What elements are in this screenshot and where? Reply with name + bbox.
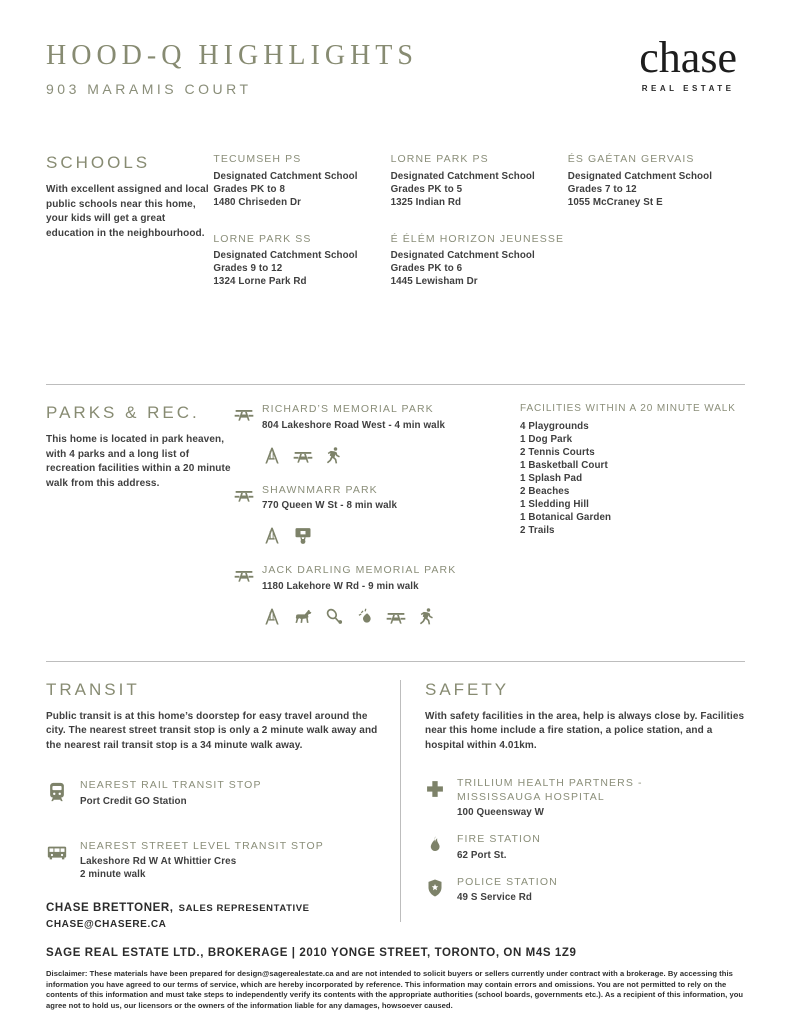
school-address: 1325 Indian Rd xyxy=(390,196,462,208)
park-marker xyxy=(232,403,262,424)
section-divider xyxy=(46,661,745,662)
park-marker xyxy=(232,564,262,585)
safety-entry-title: FIRE STATION xyxy=(457,833,541,845)
school-grades: Grades 7 to 12 xyxy=(567,183,637,195)
safety-entry-line: 62 Port St. xyxy=(457,849,507,861)
park-text xyxy=(262,564,456,593)
facility-item: 1 Sledding Hill xyxy=(520,499,589,510)
school-entry xyxy=(568,153,745,209)
transit-entries xyxy=(46,779,386,881)
school-type: Designated Catchment School xyxy=(213,170,358,182)
parks-intro-col xyxy=(46,403,232,645)
chase-logo xyxy=(639,33,737,93)
park-detail: 804 Lakeshore Road West - 4 min walk xyxy=(262,419,446,431)
park-amenities xyxy=(262,526,520,546)
safety-entry xyxy=(425,777,745,819)
school-grades: Grades PK to 6 xyxy=(390,263,463,274)
park-marker xyxy=(232,484,262,505)
picnic-table-icon xyxy=(232,485,256,505)
park-entry xyxy=(232,484,520,547)
disclaimer-text: Disclaimer: These materials have been prepared for design@sagerealestate.ca and are not intended to solicit buyers or sellers currently under contract with a brokerage. By accessing this information you have agreed to our terms of service, which are hereby incorporated by reference. This information may contain errors and omissions. You are not permitted to rely on the contents of this information and must take steps to independently verify its contents with the appropriate authorities (school boards, governments etc.). As a recipient of this information, you agree not to hold us, our licensors or the owners of the information liable for any damages, howsoever caused. xyxy=(46,969,744,1010)
school-entry xyxy=(213,233,390,289)
splash-icon xyxy=(355,607,375,627)
school-grades: Grades PK to 8 xyxy=(213,183,285,195)
facility-item: 2 Beaches xyxy=(520,486,570,497)
school-name: LORNE PARK SS xyxy=(213,232,312,245)
safety-intro: With safety facilities in the area, help is always close by. Facilities near this home include a fire station, a police station, and a hospital within 4.01km. xyxy=(425,710,745,751)
bottom-sections xyxy=(46,680,745,922)
picnic-table-icon xyxy=(232,404,256,424)
school-name: LORNE PARK PS xyxy=(390,153,489,165)
schools-column-1 xyxy=(213,153,390,288)
schools-section xyxy=(46,153,745,288)
safety-entry-text xyxy=(457,777,707,819)
facility-item: 2 Tennis Courts xyxy=(520,447,595,458)
section-divider xyxy=(46,384,745,385)
parks-section xyxy=(46,403,745,645)
facilities-col xyxy=(520,403,745,645)
transit-entry-icon xyxy=(46,840,80,865)
schools-intro: With excellent assigned and local public schools near this home, your kids will get a great education in the neighbourhood. xyxy=(46,184,209,239)
picnic-table-icon xyxy=(232,565,256,585)
transit-section xyxy=(46,680,400,922)
safety-entry xyxy=(425,833,745,862)
swing-icon xyxy=(262,446,282,466)
facilities-heading: FACILITIES WITHIN A 20 MINUTE WALK xyxy=(520,403,736,414)
park-text xyxy=(262,403,445,432)
safety-entry-icon xyxy=(425,777,457,800)
transit-entry-text xyxy=(80,840,324,882)
school-entry xyxy=(391,233,568,289)
safety-entry-line: 100 Queensway W xyxy=(457,807,544,818)
park-head xyxy=(232,403,520,432)
header-titles xyxy=(46,40,418,97)
park-head xyxy=(232,484,520,513)
parks-intro: This home is located in park heaven, with 4 parks and a long list of recreation facilities within a 20 minute walk from this address. xyxy=(46,434,231,489)
facility-item: 1 Basketball Court xyxy=(520,460,608,471)
park-name: RICHARD’S MEMORIAL PARK xyxy=(262,403,434,415)
park-entry xyxy=(232,564,520,627)
transit-entry-line: Port Credit GO Station xyxy=(80,795,187,807)
schools-intro-col xyxy=(46,153,213,288)
school-address: 1324 Lorne Park Rd xyxy=(213,276,307,287)
logo-tagline: REAL ESTATE xyxy=(641,84,735,93)
park-detail: 770 Queen W St - 8 min walk xyxy=(262,500,397,511)
page-title: HOOD-Q HIGHLIGHTS xyxy=(46,40,418,71)
facility-item: 1 Botanical Garden xyxy=(520,512,612,523)
picnic-table-icon xyxy=(293,446,313,466)
school-grades: Grades 9 to 12 xyxy=(213,263,283,274)
parks-list xyxy=(232,403,520,645)
school-type: Designated Catchment School xyxy=(390,170,535,182)
school-name: TECUMSEH PS xyxy=(213,153,302,165)
school-name: ÉS GAÉTAN GERVAIS xyxy=(567,153,695,165)
park-amenities xyxy=(262,446,520,466)
runner-icon xyxy=(324,446,344,466)
transit-heading: TRANSIT xyxy=(46,679,140,699)
park-name: SHAWNMARR PARK xyxy=(262,483,378,496)
school-entry xyxy=(391,153,568,209)
school-type: Designated Catchment School xyxy=(567,170,713,182)
footer xyxy=(46,898,745,1011)
safety-entry-line: 49 S Service Rd xyxy=(457,892,533,903)
property-address: 903 MARAMIS COURT xyxy=(46,81,252,97)
facility-item: 4 Playgrounds xyxy=(520,421,589,432)
safety-entry-title: TRILLIUM HEALTH PARTNERS - MISSISSAUGA HOSPITAL xyxy=(457,777,643,803)
safety-entry-icon xyxy=(425,876,457,899)
schools-column-3 xyxy=(568,153,745,288)
school-type: Designated Catchment School xyxy=(390,250,535,261)
brokerage-line: SAGE REAL ESTATE LTD., BROKERAGE | 2010 YONGE STREET, TORONTO, ON M4S 1Z9 xyxy=(46,947,577,959)
park-detail: 1180 Lakehore W Rd - 9 min walk xyxy=(262,580,419,592)
facility-item: 2 Trails xyxy=(520,525,555,536)
facility-item: 1 Dog Park xyxy=(520,434,573,445)
school-grades: Grades PK to 5 xyxy=(390,183,463,195)
parks-heading: PARKS & REC. xyxy=(46,403,200,422)
runner-icon xyxy=(417,607,437,627)
agent-role: SALES REPRESENTATIVE xyxy=(178,903,310,914)
transit-entry-text xyxy=(80,779,262,808)
bus-icon xyxy=(46,841,68,865)
agent-email: CHASE@CHASERE.CA xyxy=(46,919,167,930)
transit-entry xyxy=(46,840,386,882)
schools-heading: SCHOOLS xyxy=(46,153,151,172)
school-address: 1480 Chriseden Dr xyxy=(213,196,302,208)
basketball-icon xyxy=(293,526,313,546)
flame-icon xyxy=(425,834,445,856)
facility-item: 1 Splash Pad xyxy=(520,473,583,484)
transit-entry-line: Lakeshore Rd W At Whittier Cres xyxy=(80,856,237,867)
safety-entry-text xyxy=(457,833,541,862)
shield-icon xyxy=(425,877,445,899)
safety-heading: SAFETY xyxy=(425,679,510,699)
school-type: Designated Catchment School xyxy=(213,250,358,261)
swing-icon xyxy=(262,607,282,627)
transit-entry xyxy=(46,779,386,808)
tennis-icon xyxy=(324,607,344,627)
swing-icon xyxy=(262,526,282,546)
park-head xyxy=(232,564,520,593)
dog-icon xyxy=(293,607,313,627)
header xyxy=(46,33,745,97)
picnic-table-icon xyxy=(386,607,406,627)
train-icon xyxy=(46,780,68,804)
park-name: JACK DARLING MEMORIAL PARK xyxy=(262,564,457,576)
safety-entries xyxy=(425,777,745,904)
cross-icon xyxy=(425,778,445,800)
logo-wordmark: chase xyxy=(639,33,737,82)
agent-line xyxy=(46,898,745,916)
facilities-list xyxy=(520,420,745,537)
safety-entry-icon xyxy=(425,833,457,856)
park-text xyxy=(262,484,397,513)
transit-entry-line: 2 minute walk xyxy=(80,869,146,880)
school-address: 1445 Lewisham Dr xyxy=(390,276,478,287)
park-amenities xyxy=(262,607,520,627)
school-entry xyxy=(213,153,390,209)
transit-intro: Public transit is at this home’s doorstep for easy travel around the city. The nearest street transit stop is only a 2 minute walk away and the nearest rail transit stop is a 34 minute walk away. xyxy=(46,710,378,751)
schools-column-2 xyxy=(391,153,568,288)
safety-section xyxy=(401,680,745,922)
school-address: 1055 McCraney St E xyxy=(567,196,663,208)
school-name: É ÉLÉM HORIZON JEUNESSE xyxy=(390,232,565,245)
transit-entry-title: NEAREST RAIL TRANSIT STOP xyxy=(80,779,262,791)
safety-entry-title: POLICE STATION xyxy=(457,875,558,888)
transit-entry-icon xyxy=(46,779,80,804)
park-entry xyxy=(232,403,520,466)
transit-entry-title: NEAREST STREET LEVEL TRANSIT STOP xyxy=(80,839,324,852)
agent-name: CHASE BRETTONER, xyxy=(46,902,174,914)
